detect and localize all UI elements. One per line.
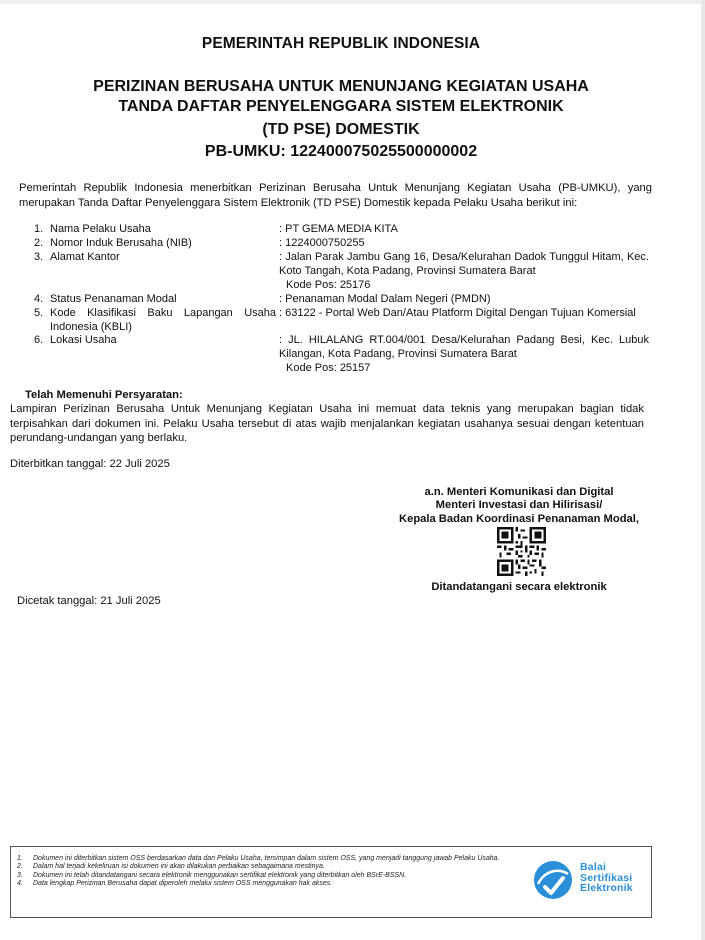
signatory-line1: a.n. Menteri Komunikasi dan Digital: [424, 486, 614, 498]
qr-code-icon: [497, 527, 546, 576]
bsre-logo-line3: Elektronik: [580, 882, 633, 894]
note-number: 1.: [17, 855, 23, 862]
intro-paragraph: Pemerintah Republik Indonesia menerbitkan Perizinan Berusaha Untuk Menunjang Kegiatan Usaha (PB-UMKU), yang merupakan Tanda Daftar Penyelenggara Sistem Elektronik (TD PSE) Domestik kepada Pelaku Usaha berikut ini:: [19, 182, 652, 209]
note-number: 3.: [17, 871, 23, 879]
item-number: 1.: [34, 223, 44, 235]
item-number: 2.: [34, 237, 44, 249]
item-value: : Jalan Parak Jambu Gang 16, Desa/Kelurahan Dadok Tunggul Hitam, Kec. Koto Tangah, Kota Padang, Provinsi Sumatera Barat: [279, 251, 649, 277]
requirements-paragraph: Lampiran Perizinan Berusaha Untuk Menunjang Kegiatan Usaha ini memuat data teknis yang merupakan bagian tidak terpisahkan dari dokumen ini. Pelaku Usaha tersebut di atas wajib menjalankan kegiatan usahanya sesuai dengan ketentuan perundang-undangan yang berlaku.: [10, 403, 644, 444]
item-value: : JL. HILALANG RT.004/001 Desa/Kelurahan Padang Besi, Kec. Lubuk Kilangan, Kota Padang, Provinsi Sumatera Barat: [279, 334, 649, 360]
requirements-heading: Telah Memenuhi Persyaratan:: [25, 389, 183, 401]
item-postal-code: Kode Pos: 25176: [286, 279, 371, 291]
item-number: 6.: [34, 334, 44, 346]
item-value: : PT GEMA MEDIA KITA: [279, 223, 398, 235]
item-label: Nomor Induk Berusaha (NIB): [50, 237, 192, 249]
electronic-signature-note: Ditandatangani secara elektronik: [431, 581, 607, 593]
footer-note: [17, 863, 527, 871]
item-number: 4.: [34, 293, 44, 305]
item-number: 5.: [34, 307, 44, 319]
document-title-line2: TANDA DAFTAR PENYELENGGARA SISTEM ELEKTRONIK: [118, 98, 564, 115]
footer-notes-list: [17, 855, 527, 889]
item-number: 3.: [34, 251, 44, 263]
bsre-logo-line2: Sertifikasi: [580, 871, 633, 884]
item-label: Nama Pelaku Usaha: [50, 223, 151, 235]
item-value: : 63122 - Portal Web Dan/Atau Platform Digital Dengan Tujuan Komersial: [279, 307, 636, 319]
item-postal-code: Kode Pos: 25157: [286, 362, 371, 374]
government-heading: PEMERINTAH REPUBLIK INDONESIA: [201, 35, 481, 52]
item-label: Kode Klasifikasi Baku Lapangan Usaha: [50, 307, 276, 319]
note-text: Data lengkap Perizinan Berusaha dapat diperoleh melalui sistem OSS menggunakan hak akses.: [33, 880, 333, 888]
footer-note: [17, 872, 527, 880]
document-title-line1: PERIZINAN BERUSAHA UNTUK MENUNJANG KEGIATAN USAHA: [93, 78, 589, 95]
issued-date: Diterbitkan tanggal: 22 Juli 2025: [10, 458, 170, 470]
note-text: Dokumen ini telah ditandatangani secara elektronik menggunakan sertifikat elektronik yang diterbitkan oleh BSrE-BSSN.: [33, 871, 407, 879]
footer-note: [17, 880, 527, 888]
item-label-continued: Indonesia (KBLI): [50, 321, 132, 333]
note-text: Dokumen ini diterbitkan sistem OSS berdasarkan data dari Pelaku Usaha, tersimpan dalam sistem OSS, yang menjadi tanggung jawab Pelaku Usaha.: [33, 855, 500, 862]
footer-notes-box: [10, 846, 652, 918]
signatory-line3: Kepala Badan Koordinasi Penanaman Modal,: [399, 513, 639, 525]
signatory-line2: Menteri Investasi dan Hilirisasi/: [435, 499, 603, 511]
note-number: 2.: [17, 863, 23, 871]
item-label: Lokasi Usaha: [50, 334, 117, 346]
footer-note: [17, 855, 527, 863]
page-edge-top: [0, 0, 705, 4]
item-label: Alamat Kantor: [50, 251, 120, 263]
item-value: : 1224000750255: [279, 237, 365, 249]
document-title-line3: (TD PSE) DOMESTIK: [262, 121, 420, 138]
pb-umku-number: PB-UMKU: 122400075025500000002: [204, 143, 478, 160]
bsre-logo-icon: [533, 860, 573, 900]
item-value: : Penanaman Modal Dalam Negeri (PMDN): [279, 293, 491, 305]
page-edge-right: [701, 0, 705, 940]
bsre-logo-text: [580, 862, 633, 894]
bsre-logo-line1: Balai: [580, 861, 607, 873]
printed-date: Dicetak tanggal: 21 Juli 2025: [17, 595, 161, 607]
item-label: Status Penanaman Modal: [50, 293, 177, 305]
note-number: 4.: [17, 880, 23, 888]
note-text: Dalam hal terjadi kekeliruan isi dokumen ini akan dilakukan perbaikan sebagaimana mestinya.: [33, 863, 325, 871]
